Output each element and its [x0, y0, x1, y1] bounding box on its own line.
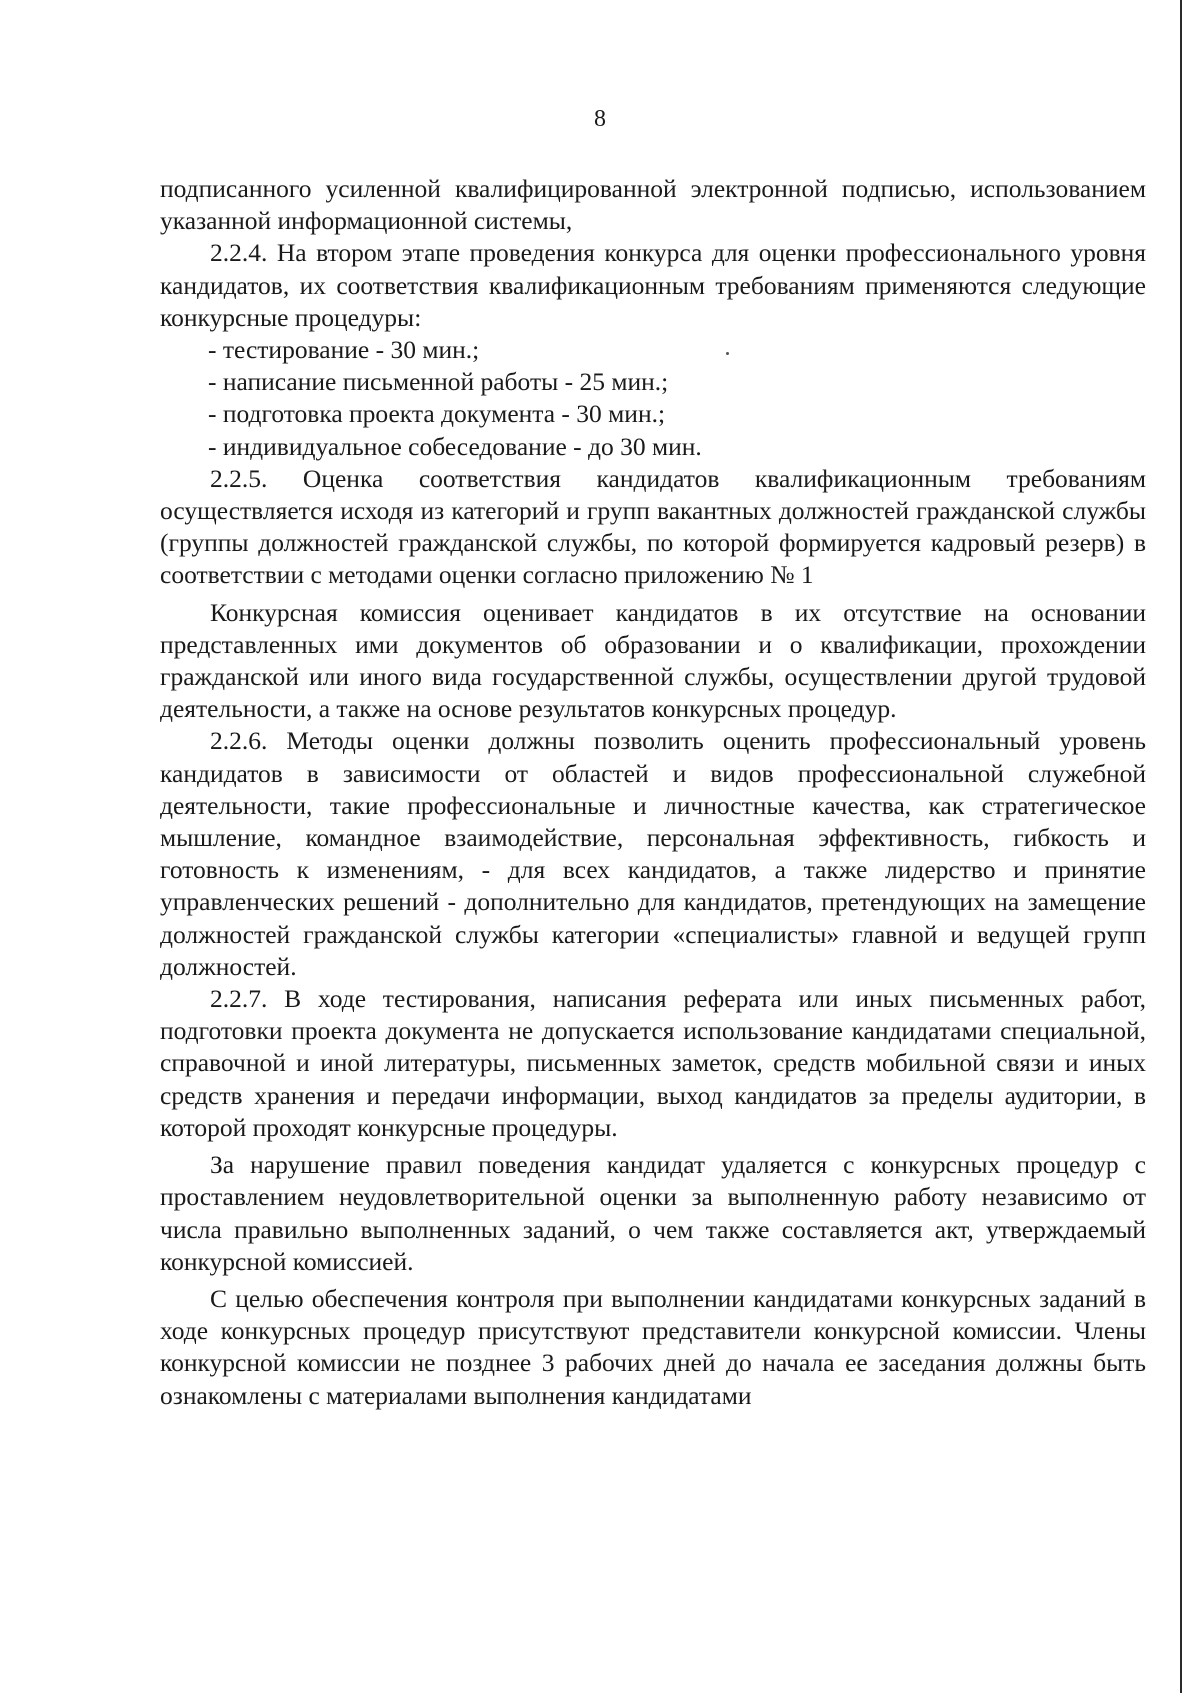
paragraph-violation: За нарушение правил поведения кандидат удаляется с конкурсных процедур с проставлением неудовлетворительной оценки за выполненную работу независимо от числа правильно выполненных заданий, о чем также составляется акт, утверждаемый конкурсной комиссией. [160, 1150, 1146, 1276]
scan-edge-line [1180, 0, 1182, 1693]
document-body [160, 173, 1146, 1412]
paragraph-2-2-6: 2.2.6. Методы оценки должны позволить оценить профессиональный уровень кандидатов в зависимости от областей и видов профессиональной служебной деятельности, такие профессиональные и личностные качества, как стратегическое мышление, командное взаимодействие, персональная эффективность, гибкость и готовность к изменениям, - для всех кандидатов, а также лидерство и принятие управленческих решений - дополнительно для кандидатов, претендующих на замещение должностей гражданской службы категории «специалисты» главной и ведущей групп должностей. [160, 726, 1146, 981]
paragraph-control: С целью обеспечения контроля при выполнении кандидатами конкурсных заданий в ходе конкурсных процедур присутствуют представители конкурсной комиссии. Члены конкурсной комиссии не позднее 3 рабочих дней до начала ее заседания должны быть ознакомлены с материалами выполнения кандидатами [160, 1283, 1146, 1410]
list-item-written-work: - написание письменной работы - 25 мин.; [208, 367, 669, 397]
list-item-draft-document: - подготовка проекта документа - 30 мин.; [208, 399, 666, 429]
list-item-interview: - индивидуальное собеседование - до 30 мин. [208, 431, 702, 461]
paragraph-2-2-5: 2.2.5. Оценка соответствия кандидатов квалификационным требованиям осуществляется исходя из категорий и групп вакантных должностей гражданской службы (группы должностей гражданской службы, по которой формируется кадровый резерв) в соответствии с методами оценки согласно приложению № 1 [160, 463, 1146, 590]
list-item-testing: - тестирование - 30 мин.; [208, 335, 480, 365]
page-number: 8 [594, 106, 606, 132]
paragraph-commission-evaluation: Конкурсная комиссия оценивает кандидатов в их отсутствие на основании представленных ими документов об образовании и о квалификации, прохождении гражданской или иного вида государственной службы, осуществлении другой трудовой деятельности, а также на основе результатов конкурсных процедур. [160, 597, 1146, 724]
paragraph-continuation: подписанного усиленной квалифицированной электронной подписью, использованием указанной информационной системы, [160, 174, 1146, 236]
paragraph-2-2-7: 2.2.7. В ходе тестирования, написания реферата или иных письменных работ, подготовки проекта документа не допускается использование кандидатами специальной, справочной и иной литературы, письменных заметок, средств мобильной связи и иных средств хранения и передачи информации, выход кандидатов за пределы аудитории, в которой проходят конкурсные процедуры. [160, 984, 1146, 1142]
paragraph-2-2-4: 2.2.4. На втором этапе проведения конкурса для оценки профессионального уровня кандидатов, их соответствия квалификационным требованиям применяются следующие конкурсные процедуры: [160, 238, 1146, 332]
scan-speck [726, 352, 729, 355]
